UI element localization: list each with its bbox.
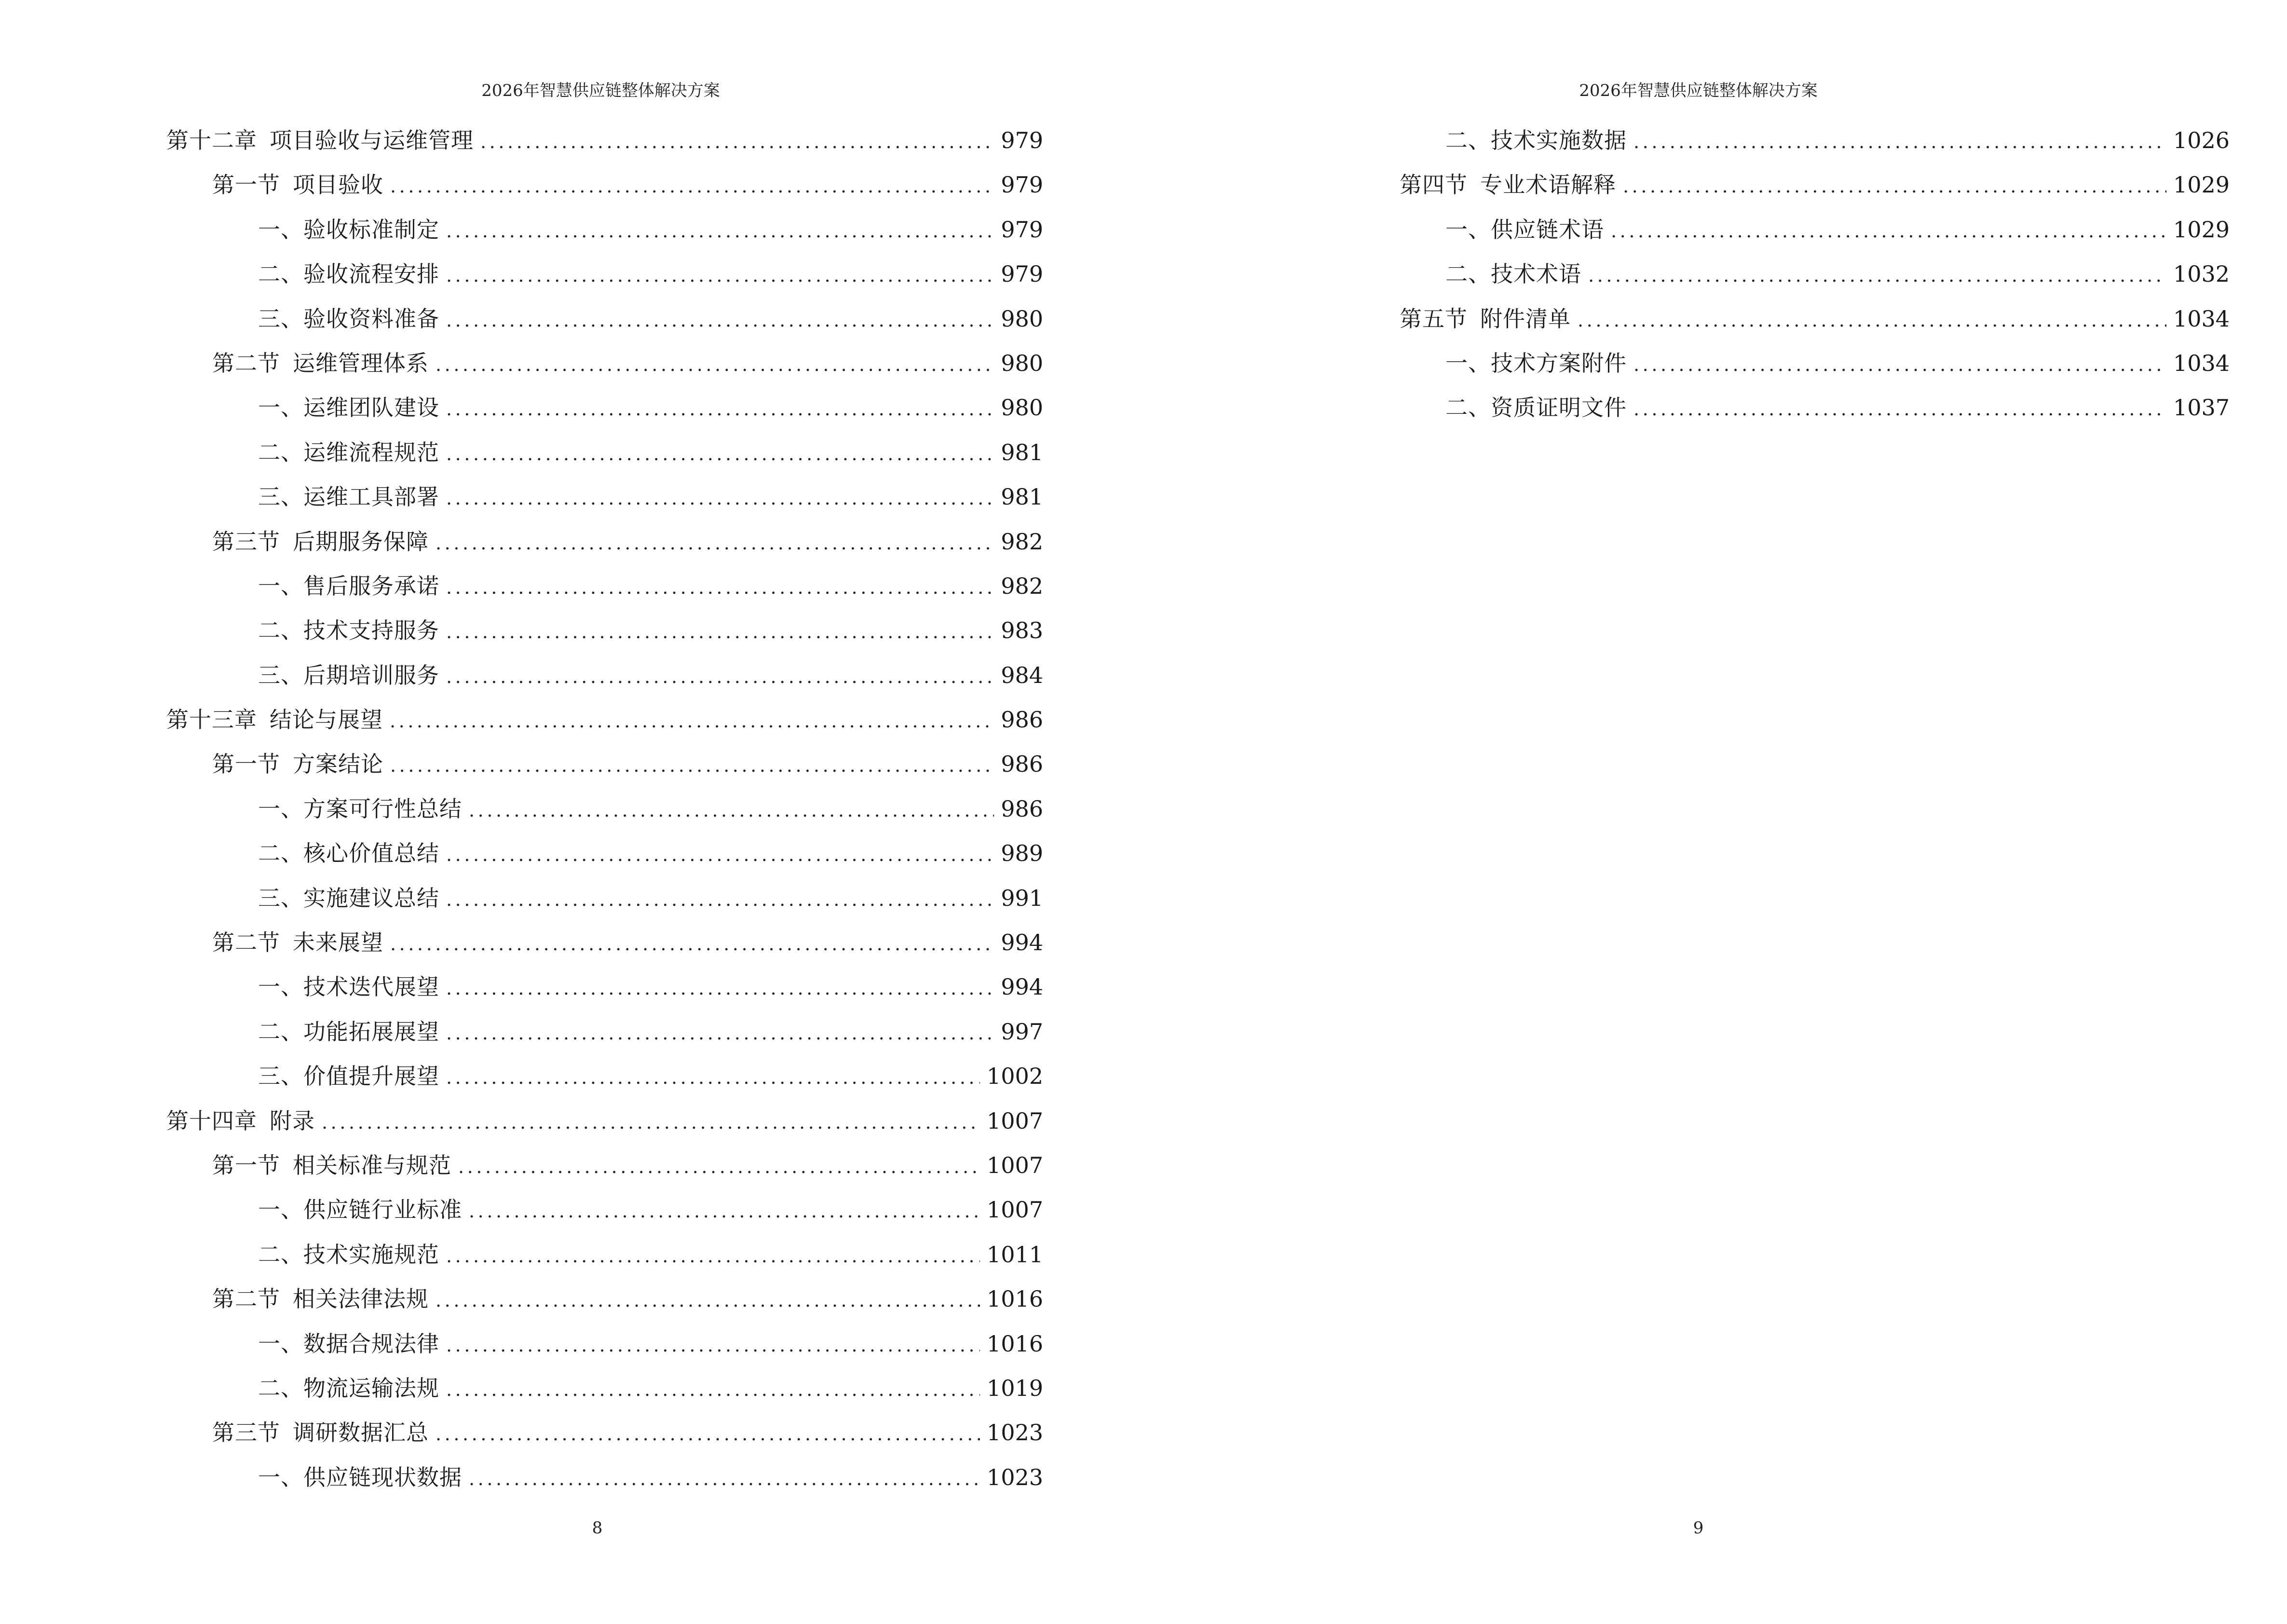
toc-entry-label [258, 297, 439, 341]
dot-leader [446, 877, 994, 922]
toc-entry[interactable] [166, 297, 1043, 341]
toc-entry-label [258, 564, 439, 608]
toc-entry-page: 1019 [986, 1375, 1043, 1401]
dot-leader [446, 209, 994, 253]
toc-entry-title: 一、数据合规法律 [258, 1330, 439, 1357]
toc-entry-number: 第十三章 [166, 707, 257, 733]
toc-entry-title: 一、售后服务承诺 [258, 573, 439, 599]
toc-entry-label [258, 475, 439, 519]
toc-entry[interactable] [166, 1455, 1043, 1500]
toc-entry-title: 一、验收标准制定 [258, 216, 439, 243]
toc-entry-label [1445, 341, 1627, 385]
dot-leader [480, 120, 994, 164]
toc-entry-label [1445, 207, 1604, 252]
dot-leader [469, 1457, 980, 1501]
toc-entry-label [212, 341, 429, 385]
toc-entry-title: 后期服务保障 [293, 528, 429, 555]
page-number: 9 [1693, 1518, 1704, 1538]
toc-entry-number: 第一节 [212, 751, 280, 778]
toc-entry[interactable] [166, 475, 1043, 519]
toc-entry-page: 1002 [986, 1063, 1043, 1090]
toc-entry[interactable] [166, 831, 1043, 875]
toc-entry-label [258, 1366, 439, 1410]
toc-entry-page: 1007 [986, 1197, 1043, 1223]
toc-entry-page: 980 [1001, 395, 1043, 421]
toc-entry[interactable] [1354, 118, 2230, 163]
toc-entry-label [212, 742, 383, 786]
toc-entry[interactable] [166, 1410, 1043, 1455]
toc-entry-title: 一、供应链现状数据 [258, 1464, 462, 1490]
toc-entry-page: 1016 [986, 1286, 1043, 1312]
toc-entry[interactable] [166, 1187, 1043, 1232]
dot-leader [446, 476, 994, 520]
toc-entry-title: 调研数据汇总 [293, 1419, 429, 1446]
toc-entry[interactable] [1354, 163, 2230, 207]
toc-entry-page: 997 [1001, 1018, 1043, 1045]
toc-entry-page: 981 [1001, 439, 1043, 465]
table-of-contents [166, 118, 1043, 1500]
toc-entry[interactable] [166, 564, 1043, 608]
toc-entry-label [1445, 252, 1581, 296]
toc-entry-number: 第二节 [212, 350, 280, 376]
toc-entry-label [258, 1455, 462, 1500]
dot-leader [446, 565, 994, 610]
toc-entry-title: 方案结论 [293, 751, 383, 778]
toc-entry-title: 二、技术实施数据 [1445, 127, 1627, 153]
toc-entry-title: 二、功能拓展展望 [258, 1018, 439, 1045]
dot-leader [390, 164, 994, 208]
toc-entry-title: 二、技术支持服务 [258, 617, 439, 644]
toc-entry-title: 未来展望 [293, 929, 383, 956]
toc-entry-page: 1026 [2173, 127, 2230, 153]
toc-entry[interactable] [166, 697, 1043, 742]
toc-entry-page: 1034 [2173, 350, 2230, 376]
toc-entry-label [258, 965, 439, 1009]
toc-entry-label [258, 653, 439, 697]
dot-leader [469, 788, 994, 832]
toc-entry-page: 1034 [2173, 305, 2230, 332]
toc-entry-page: 989 [1001, 840, 1043, 867]
toc-entry[interactable] [166, 1277, 1043, 1321]
toc-entry-page: 981 [1001, 484, 1043, 510]
dot-leader [1611, 209, 2166, 253]
toc-entry[interactable] [166, 1232, 1043, 1277]
toc-entry[interactable] [1354, 297, 2230, 341]
dot-leader [390, 743, 994, 788]
dot-leader [322, 1100, 980, 1145]
toc-entry-title: 二、技术实施规范 [258, 1241, 439, 1268]
toc-entry-label [258, 207, 439, 252]
toc-entry-label [258, 608, 439, 653]
toc-entry-number: 第一节 [212, 1152, 280, 1178]
dot-leader [1634, 342, 2166, 387]
toc-entry-title: 一、供应链行业标准 [258, 1197, 462, 1223]
toc-entry-title: 三、后期培训服务 [258, 662, 439, 688]
dot-leader [446, 1234, 980, 1278]
toc-entry-title: 三、价值提升展望 [258, 1063, 439, 1090]
toc-entry[interactable] [166, 519, 1043, 564]
toc-entry-page: 1037 [2173, 395, 2230, 421]
toc-entry-page: 1023 [986, 1464, 1043, 1490]
toc-entry-label [258, 1322, 439, 1366]
dot-leader [446, 298, 994, 342]
toc-entry-title: 二、物流运输法规 [258, 1375, 439, 1401]
toc-entry-label [1400, 163, 1616, 207]
toc-entry-label [212, 1410, 429, 1455]
toc-entry[interactable] [166, 965, 1043, 1009]
toc-entry[interactable] [166, 207, 1043, 252]
toc-entry-label [212, 519, 429, 564]
toc-entry[interactable] [166, 252, 1043, 296]
toc-entry[interactable] [166, 1010, 1043, 1054]
toc-entry[interactable] [1354, 252, 2230, 296]
toc-entry-number: 第五节 [1400, 305, 1468, 332]
toc-entry-label [258, 876, 439, 920]
dot-leader [1578, 298, 2166, 342]
dot-leader [446, 1011, 994, 1055]
page-header: 2026年智慧供应链整体解决方案 [1579, 81, 1818, 100]
toc-entry-page: 994 [1001, 929, 1043, 956]
toc-entry-title: 二、运维流程规范 [258, 439, 439, 465]
toc-entry-page: 1016 [986, 1330, 1043, 1357]
right-page [1144, 0, 2287, 1624]
toc-entry-number: 第二节 [212, 1286, 280, 1312]
toc-entry-page: 982 [1001, 528, 1043, 555]
dot-leader [458, 1145, 980, 1189]
toc-entry[interactable] [166, 876, 1043, 920]
toc-entry-label [258, 831, 439, 875]
toc-entry-page: 1011 [986, 1241, 1043, 1268]
toc-entry-title: 三、实施建议总结 [258, 885, 439, 911]
toc-entry[interactable] [1354, 385, 2230, 430]
toc-entry-page: 979 [1001, 127, 1043, 153]
toc-entry[interactable] [166, 653, 1043, 697]
page-header: 2026年智慧供应链整体解决方案 [481, 81, 720, 100]
toc-entry-page: 1023 [986, 1419, 1043, 1446]
table-of-contents [1354, 118, 2230, 430]
toc-entry-title: 结论与展望 [270, 707, 383, 733]
dot-leader [1634, 120, 2166, 164]
toc-entry-title: 一、方案可行性总结 [258, 795, 462, 822]
toc-entry-label [258, 252, 439, 296]
toc-entry-label [258, 1010, 439, 1054]
dot-leader [446, 832, 994, 877]
toc-entry-label [166, 1099, 315, 1143]
toc-entry-page: 979 [1001, 216, 1043, 243]
toc-entry-title: 一、技术迭代展望 [258, 974, 439, 1000]
toc-entry-number: 第三节 [212, 1419, 280, 1446]
toc-entry-label [258, 1187, 462, 1232]
dot-leader [469, 1189, 980, 1233]
toc-entry-number: 第三节 [212, 528, 280, 555]
toc-entry-label [212, 1143, 451, 1187]
toc-entry-label [1400, 297, 1571, 341]
toc-entry-number: 第十二章 [166, 127, 257, 153]
toc-entry-page: 980 [1001, 305, 1043, 332]
toc-entry-number: 第四节 [1400, 172, 1468, 198]
dot-leader [446, 253, 994, 298]
toc-entry[interactable] [166, 341, 1043, 385]
dot-leader [436, 521, 994, 565]
toc-entry-label [212, 1277, 429, 1321]
toc-entry-title: 相关标准与规范 [293, 1152, 451, 1178]
toc-entry-label [212, 163, 383, 207]
toc-entry[interactable] [166, 1143, 1043, 1187]
toc-entry-page: 982 [1001, 573, 1043, 599]
toc-entry[interactable] [1354, 207, 2230, 252]
toc-entry[interactable] [1354, 341, 2230, 385]
dot-leader [446, 610, 994, 654]
dot-leader [446, 1323, 980, 1367]
toc-entry-label [258, 430, 439, 475]
toc-entry-label [1445, 385, 1627, 430]
dot-leader [1634, 387, 2166, 431]
toc-entry[interactable] [166, 608, 1043, 653]
toc-entry-page: 986 [1001, 795, 1043, 822]
toc-entry-page: 986 [1001, 707, 1043, 733]
toc-entry-page: 979 [1001, 261, 1043, 287]
dot-leader [436, 1278, 980, 1323]
toc-entry-page: 994 [1001, 974, 1043, 1000]
toc-entry[interactable] [166, 385, 1043, 430]
toc-entry[interactable] [166, 1099, 1043, 1143]
toc-entry-title: 二、验收流程安排 [258, 261, 439, 287]
toc-entry[interactable] [166, 1322, 1043, 1366]
toc-entry-label [258, 787, 462, 831]
dot-leader [446, 1367, 980, 1412]
toc-entry-title: 二、资质证明文件 [1445, 395, 1627, 421]
dot-leader [390, 699, 994, 743]
toc-entry-page: 986 [1001, 751, 1043, 778]
toc-entry-label [166, 118, 474, 163]
toc-entry-title: 一、技术方案附件 [1445, 350, 1627, 376]
dot-leader [436, 1412, 980, 1456]
toc-entry-page: 1032 [2173, 261, 2230, 287]
page-number: 8 [592, 1518, 603, 1538]
toc-entry-label [212, 920, 383, 965]
toc-entry-page: 1029 [2173, 216, 2230, 243]
toc-entry-page: 1029 [2173, 172, 2230, 198]
toc-entry[interactable] [166, 920, 1043, 965]
dot-leader [446, 966, 994, 1010]
toc-entry-label [166, 697, 383, 742]
toc-entry-page: 980 [1001, 350, 1043, 376]
toc-entry[interactable] [166, 163, 1043, 207]
toc-entry-number: 第一节 [212, 172, 280, 198]
toc-entry-title: 二、技术术语 [1445, 261, 1581, 287]
toc-entry-page: 1007 [986, 1107, 1043, 1134]
toc-entry-title: 项目验收 [293, 172, 383, 198]
toc-entry[interactable] [166, 1366, 1043, 1410]
toc-entry-page: 984 [1001, 662, 1043, 688]
toc-entry[interactable] [166, 430, 1043, 475]
dot-leader [390, 922, 994, 966]
dot-leader [1588, 253, 2166, 298]
dot-leader [446, 1055, 980, 1100]
dot-leader [446, 655, 994, 699]
dot-leader [446, 432, 994, 476]
toc-entry-title: 附件清单 [1480, 305, 1571, 332]
toc-entry-title: 项目验收与运维管理 [270, 127, 474, 153]
toc-entry-page: 979 [1001, 172, 1043, 198]
dot-leader [436, 342, 994, 387]
toc-entry-title: 一、供应链术语 [1445, 216, 1604, 243]
toc-entry-title: 专业术语解释 [1480, 172, 1616, 198]
toc-entry-title: 一、运维团队建设 [258, 395, 439, 421]
toc-entry[interactable] [166, 787, 1043, 831]
toc-entry-title: 相关法律法规 [293, 1286, 429, 1312]
toc-entry-title: 二、核心价值总结 [258, 840, 439, 867]
toc-entry-number: 第二节 [212, 929, 280, 956]
toc-entry-page: 991 [1001, 885, 1043, 911]
toc-entry-page: 983 [1001, 617, 1043, 644]
toc-entry-label [258, 1232, 439, 1277]
dot-leader [1623, 164, 2166, 208]
toc-entry-page: 1007 [986, 1152, 1043, 1178]
toc-entry-label [258, 385, 439, 430]
dot-leader [446, 387, 994, 431]
toc-entry[interactable] [166, 118, 1043, 163]
toc-entry-title: 附录 [270, 1107, 315, 1134]
toc-entry-label [1445, 118, 1627, 163]
toc-entry-number: 第十四章 [166, 1107, 257, 1134]
toc-entry[interactable] [166, 742, 1043, 786]
toc-entry-title: 运维管理体系 [293, 350, 429, 376]
toc-entry[interactable] [166, 1054, 1043, 1098]
toc-entry-title: 三、运维工具部署 [258, 484, 439, 510]
toc-entry-title: 三、验收资料准备 [258, 305, 439, 332]
toc-entry-label [258, 1054, 439, 1098]
